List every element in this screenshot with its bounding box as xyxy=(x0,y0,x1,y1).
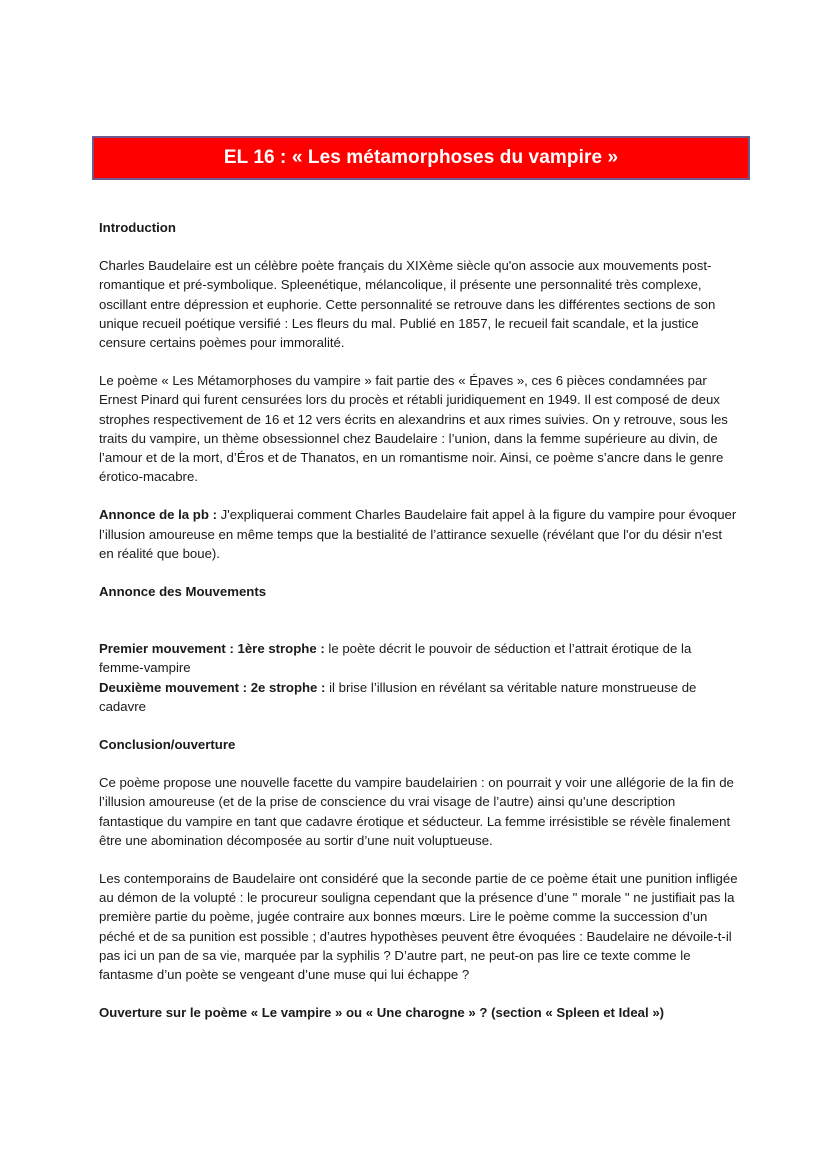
movement-text: il brise l’illusion en révélant sa véritable nature monstrueuse de cadavre xyxy=(99,679,697,714)
conclusion-paragraph-2: Les contemporains de Baudelaire ont considéré que la seconde partie de ce poème était une punition infligée au démon de la volupté : le procureur souligna cependant que la présence d’une " morale " ne justifiait pas la première partie du poème, jugée contraire aux bonnes mœurs. Lire le poème comme la succession d’un péché et de sa punition est possible ; d’autres hypothèses peuvent être évoquées : Baudelaire ne dévoile-t-il pas ici un pan de sa vie, marquée par la syphilis ? D’autre part, ne peut-on pas lire ce texte comme le fantasme d’un poète se vengeant d’une muse qui lui échappe ? xyxy=(99,871,738,983)
movement-item-2 xyxy=(99,678,739,716)
movement-item-1 xyxy=(99,639,739,677)
introduction-paragraph-2: Le poème « Les Métamorphoses du vampire » fait partie des « Épaves », ces 6 pièces condamnées par Ernest Pinard qui furent censurées lors du procès et rétabli juridiquement en 1949. Il est composé de deux strophes respectivement de 16 et 12 vers écrits en alexandrins et aux rimes suivies. On y retrouve, sous les traits du vampire, un thème obsessionnel chez Baudelaire : l’union, dans la femme supérieure au divin, de l’amour et de la mort, d’Éros et de Thanatos, en un romantisme noir. Ainsi, ce poème s’ancre dans le genre érotico-macabre. xyxy=(99,373,728,485)
opening-heading: Ouverture sur le poème « Le vampire » ou « Une charogne » ? (section « Spleen et Ideal ») xyxy=(99,1005,665,1021)
introduction-heading: Introduction xyxy=(99,220,176,235)
document-body xyxy=(99,218,739,1023)
movement-label: Premier mouvement : 1ère strophe : xyxy=(99,641,325,657)
title-banner xyxy=(92,136,750,180)
page-title: EL 16 : « Les métamorphoses du vampire » xyxy=(223,147,619,168)
problem-text: J'expliquerai comment Charles Baudelaire fait appel à la figure du vampire pour évoquer l’illusion amoureuse en même temps que la bestialité de l’attirance sexuelle (révélant que l'or du désir n'est en réalité que boue). xyxy=(99,507,737,561)
movement-label: Deuxième mouvement : 2e strophe : xyxy=(99,679,326,695)
conclusion-paragraph-1: Ce poème propose une nouvelle facette du vampire baudelairien : on pourrait y voir une allégorie de la fin de l’illusion amoureuse (et de la prise de conscience du vrai visage de l’autre) ainsi qu’une description fantastique du vampire en tant que cadavre érotique et séducteur. La femme irrésistible se révèle finalement être une abomination décomposée au sortir d’une nuit voluptueuse. xyxy=(99,775,734,848)
movement-text: le poète décrit le pouvoir de séduction et l’attrait érotique de la femme-vampire xyxy=(99,641,692,676)
introduction-paragraph-1: Charles Baudelaire est un célèbre poète français du XIXème siècle qu'on associe aux mouvements post-romantique et pré-symbolique. Spleenétique, mélancolique, il présente une personnalité très complexe, oscillant entre dépression et euphorie. Cette personnalité se retrouve dans les différentes sections de son unique recueil poétique versifié : Les fleurs du mal. Publié en 1857, le recueil fait scandale, et la justice censure certains poèmes pour immoralité. xyxy=(99,258,716,351)
conclusion-heading: Conclusion/ouverture xyxy=(99,737,236,753)
movements-heading: Annonce des Mouvements xyxy=(99,584,267,600)
problem-statement xyxy=(99,505,739,563)
problem-label: Annonce de la pb : xyxy=(99,507,217,523)
